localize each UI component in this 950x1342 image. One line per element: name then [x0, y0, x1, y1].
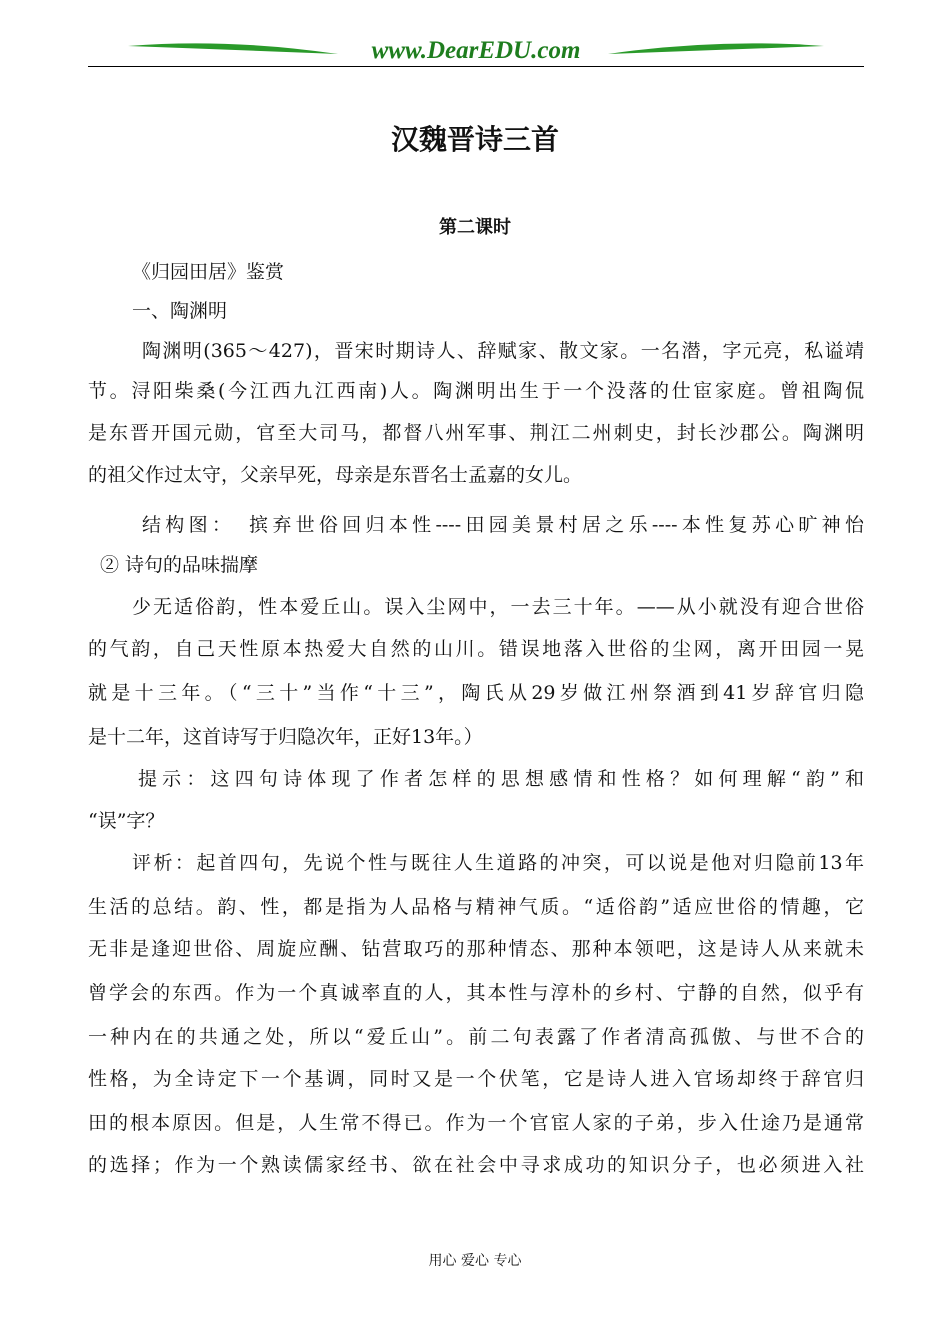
paragraph-line: 是十二年，这首诗写于归隐次年，正好13年。） [88, 726, 483, 748]
commentary-line: 生活的总结。韵、性，都是指为人品格与精神气质。“适俗韵”适应世俗的情趣，它 [88, 896, 864, 918]
commentary-line: 曾学会的东西。作为一个真诚率直的人，其本性与淳朴的乡村、宁静的自然，似乎有 [88, 982, 864, 1004]
paragraph-line: 节。浔阳柴桑(今江西九江西南)人。陶渊明出生于一个没落的仕宦家庭。曾祖陶侃 [88, 380, 864, 402]
paragraph-line: 的祖父作过太守，父亲早死，母亲是东晋名士孟嘉的女儿。 [88, 464, 583, 486]
paragraph-line: 陶渊明(365～427)，晋宋时期诗人、辞赋家、散文家。一名潜，字元亮，私谥靖 [142, 340, 864, 362]
paragraph-line: 少无适俗韵，性本爱丘山。误入尘网中，一去三十年。——从小就没有迎合世俗 [132, 596, 864, 618]
structure-diagram-line: 结构图： 摈弃世俗回归本性----田园美景村居之乐----本性复苏心旷神怡 [142, 514, 864, 536]
page-header [88, 28, 864, 70]
document-title: 汉魏晋诗三首 [390, 123, 559, 156]
page-footer: 用心 爱心 专心 [428, 1253, 522, 1269]
commentary-line: 田的根本原因。但是，人生常不得已。作为一个官宦人家的子弟，步入仕途乃是通常 [88, 1112, 864, 1134]
commentary-line: 评析：起首四句，先说个性与既往人生道路的冲突，可以说是他对归隐前13年 [132, 852, 864, 874]
commentary-line: 一种内在的共通之处，所以“爱丘山”。前二句表露了作者清高孤傲、与世不合的 [88, 1026, 864, 1048]
prompt-line: “误”字？ [88, 810, 165, 832]
subheading-analysis: ② 诗句的品味揣摩 [100, 554, 259, 576]
paragraph-line: 就是十三年。（“三十”当作“十三”，陶氏从29岁做江州祭酒到41岁辞官归隐 [88, 682, 864, 704]
paragraph-line: 是东晋开国元勋，官至大司马，都督八州军事、荆江二州刺史，封长沙郡公。陶渊明 [88, 422, 864, 444]
paragraph-line: 的气韵，自己天性原本热爱大自然的山川。错误地落入世俗的尘网，离开田园一晃 [88, 638, 864, 660]
subheading-appreciation: 《归园田居》鉴赏 [132, 261, 285, 283]
prompt-line: 提示：这四句诗体现了作者怎样的思想感情和性格？如何理解“韵”和 [138, 768, 864, 790]
site-logo: www.DearEDU.com [371, 37, 581, 64]
commentary-line: 的选择；作为一个熟读儒家经书、欲在社会中寻求成功的知识分子，也必须进入社 [88, 1154, 864, 1176]
commentary-line: 无非是逢迎世俗、周旋应酬、钻营取巧的那种情态、那种本领吧，这是诗人从来就未 [88, 938, 864, 960]
subheading-author: 一、陶渊明 [132, 300, 228, 322]
header-divider [88, 66, 864, 67]
section-title: 第二课时 [439, 217, 511, 238]
commentary-line: 性格，为全诗定下一个基调，同时又是一个伏笔，它是诗人进入官场却终于辞官归 [88, 1068, 864, 1090]
